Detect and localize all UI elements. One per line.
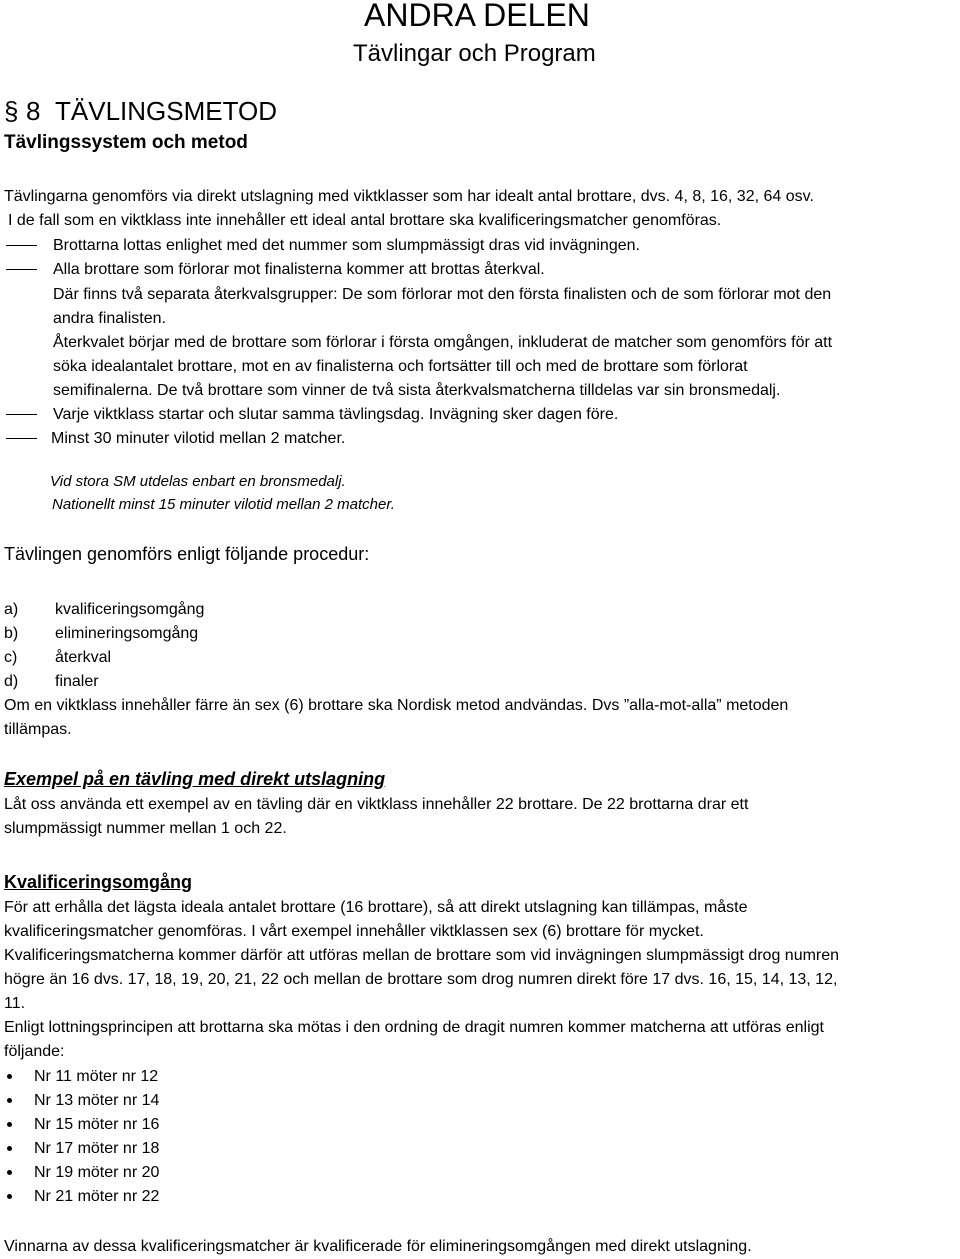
dash-marker: [6, 414, 37, 415]
qualification-line-2: kvalificeringsmatcher genomföras. I vårt exempel innehåller viktklassen sex (6) brottare för mycket.: [4, 923, 704, 940]
rule-2: Alla brottare som förlorar mot finalisterna kommer att brottas återkval.: [53, 261, 545, 278]
procedure-item: elimineringsomgång: [55, 625, 199, 642]
example-line-1: Låt oss använda ett exempel av en tävling där en viktklass innehåller 22 brottare. De 22 brottarna drar ett: [4, 796, 749, 813]
intro-line-2: I de fall som en viktklass inte innehåller ett ideal antal brottare ska kvalificeringsmatcher genomföras.: [8, 212, 722, 229]
procedure-item: återkval: [55, 649, 112, 666]
section-subtitle: Tävlingssystem och metod: [4, 132, 248, 153]
rule-para-2-line-1: Återkvalet börjar med de brottare som förlorar i första omgången, inkluderat de matcher som genomförs för att: [53, 334, 833, 351]
bullet-icon: [7, 1074, 12, 1079]
procedure-marker: b): [4, 625, 19, 642]
example-line-2: slumpmässigt nummer mellan 1 och 22.: [4, 820, 287, 837]
bullet-icon: [7, 1098, 12, 1103]
bullet-icon: [7, 1122, 12, 1127]
dash-marker: [6, 269, 37, 270]
rule-para-2-line-2: söka idealantalet brottare, mot en av finalisterna och fortsätter till och med de brottare som förlorat: [53, 358, 748, 375]
procedure-marker: d): [4, 673, 19, 690]
qualification-closing: Vinnarna av dessa kvalificeringsmatcher är kvalificerade för elimineringsomgången med direkt utslagning.: [4, 1238, 752, 1255]
note-1: Vid stora SM utdelas enbart en bronsmedalj.: [50, 473, 346, 490]
procedure-marker: c): [4, 649, 18, 666]
match-item: Nr 19 möter nr 20: [34, 1164, 160, 1181]
procedure-note-line-1: Om en viktklass innehåller färre än sex (6) brottare ska Nordisk metod andvändas. Dvs ”alla-mot-alla” metoden: [4, 697, 789, 714]
match-item: Nr 11 möter nr 12: [34, 1068, 159, 1085]
page-title: ANDRA DELEN: [364, 0, 590, 33]
qualification-line-1: För att erhålla det lägsta ideala antalet brottare (16 brottare), så att direkt utslagning kan tillämpas, måste: [4, 899, 748, 916]
section-symbol: §: [4, 96, 19, 126]
section-title: TÄVLINGSMETOD: [55, 96, 278, 126]
rule-3: Varje viktklass startar och slutar samma tävlingsdag. Invägning sker dagen före.: [53, 406, 619, 423]
rule-1: Brottarna lottas enlighet med det nummer som slumpmässigt dras vid invägningen.: [53, 237, 640, 254]
qualification-line-4: högre än 16 dvs. 17, 18, 19, 20, 21, 22 och mellan de brottare som drog numren direkt före 17 dvs. 16, 15, 14, 13, 12,: [4, 971, 838, 988]
qualification-line-7: följande:: [4, 1043, 65, 1060]
procedure-marker: a): [4, 601, 19, 618]
procedure-item: finaler: [55, 673, 99, 690]
bullet-icon: [7, 1170, 12, 1175]
page-subtitle: Tävlingar och Program: [353, 40, 596, 67]
match-item: Nr 21 möter nr 22: [34, 1188, 160, 1205]
match-item: Nr 13 möter nr 14: [34, 1092, 160, 1109]
rule-para-1-line-1: Där finns två separata återkvalsgrupper: De som förlorar mot den första finalisten och de som förlorar mot den: [53, 286, 832, 303]
qualification-line-6: Enligt lottningsprincipen att brottarna ska mötas i den ordning de dragit numren kommer matcherna att utföras enligt: [4, 1019, 824, 1036]
note-2: Nationellt minst 15 minuter vilotid mellan 2 matcher.: [52, 496, 395, 513]
match-item: Nr 15 möter nr 16: [34, 1116, 160, 1133]
dash-marker: [6, 245, 37, 246]
qualification-line-5: 11.: [4, 995, 26, 1012]
procedure-heading: Tävlingen genomförs enligt följande procedur:: [4, 544, 370, 564]
bullet-icon: [7, 1194, 12, 1199]
qualification-line-3: Kvalificeringsmatcherna kommer därför att utföras mellan de brottare som vid invägningen slumpmässigt drog numren: [4, 947, 840, 964]
qualification-heading: Kvalificeringsomgång: [4, 872, 193, 892]
dash-marker: [6, 438, 37, 439]
example-heading: Exempel på en tävling med direkt utslagning: [4, 769, 386, 789]
bullet-icon: [7, 1146, 12, 1151]
section-number: 8: [26, 96, 41, 126]
rule-4: Minst 30 minuter vilotid mellan 2 matcher.: [51, 430, 346, 447]
procedure-item: kvalificeringsomgång: [55, 601, 205, 618]
procedure-note-line-2: tillämpas.: [4, 721, 72, 738]
intro-line-1: Tävlingarna genomförs via direkt utslagning med viktklasser som har idealt antal brottare, dvs. 4, 8, 16, 32, 64 osv.: [4, 188, 814, 205]
rule-para-2-line-3: semifinalerna. De två brottare som vinner de två sista återkvalsmatcherna tilldelas var sin bronsmedalj.: [53, 382, 781, 399]
match-item: Nr 17 möter nr 18: [34, 1140, 160, 1157]
rule-para-1-line-2: andra finalisten.: [53, 310, 166, 327]
